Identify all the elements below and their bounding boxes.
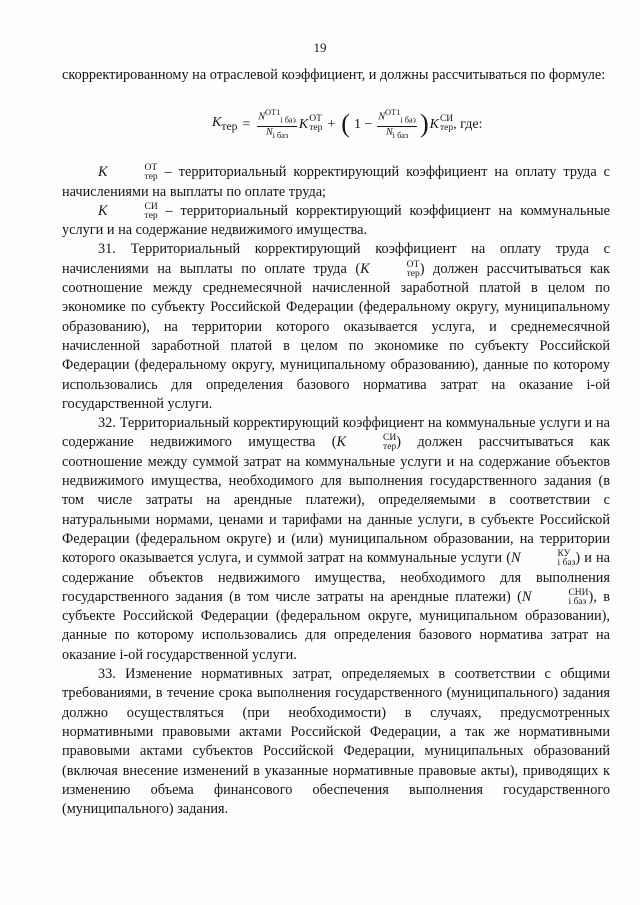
symbol-n-sni: N СНИ i баз: [521, 587, 589, 607]
symbol-n-ku: N КУ i баз: [510, 548, 576, 568]
formula-tail: , где:: [453, 116, 483, 132]
paragraph-31: 31. Территориальный корректирующий коэффициент на оплату труда с начислениями на выплаты по оплате труда (K ОТ тер ) должен рассчитываться как соотношение между среднемесячной начисленной заработной платой в целом по экономике по субъекту Российской Федерации (федеральному округу, муниципальному образованию), на территории которого оказывается услуга, и среднемесячной начисленной заработной платой в целом по экономике по субъекту Российской Федерации (федеральному округу, муниципальному образованию), данные по которому использовались для определения базового норматива затрат на оказание i-ой государственной услуги.: [62, 241, 610, 412]
formula-open-paren: (: [341, 109, 350, 139]
formula-equals: =: [242, 116, 251, 132]
definition-k-si: K СИ тер – территориальный корректирующий коэффициент на коммунальные услуги и на содержание недвижимого имущества.: [62, 201, 610, 239]
formula-close-paren: ): [419, 109, 429, 139]
formula-lhs: $K_{тер}$: [212, 114, 238, 133]
formula-fraction-1: $\frac{N^{ОТ1}_{i баз}}{N_{i баз}}$: [258, 107, 296, 140]
document-body: [62, 66, 610, 819]
definition-k-ot: K ОТ тер – территориальный корректирующий коэффициент на оплату труда с начислениями на выплаты по оплате труда;: [62, 163, 610, 200]
symbol-k-ot: K ОТ тер: [98, 163, 158, 183]
symbol-k-si: K СИ тер: [98, 201, 158, 221]
formula-one-minus: 1 −: [353, 116, 373, 132]
paragraph-32: 32. Территориальный корректирующий коэффициент на коммунальные услуги и на содержание недвижимого имущества (K СИ тер ) должен рассчитываться как соотношение между суммой затрат на коммунальные услуги и на содержание объектов недвижимого имущества, необходимого для выполнения государственного задания (в том числе затраты на арендные платежи), определяемыми в соответствии с натуральными нормами, ценами и тарифами на данные услуги, в субъекте Российской Федерации (федеральном округе) и (или) муниципальном образовании, на территории которого оказывается услуга, и суммой затрат на коммунальные услуги (N КУ i баз ) и на содержание объектов недвижимого имущества, необходимого для выполнения государственного задания (в том числе затраты на арендные платежи) (N СНИ i баз ), в субъекте Российской Федерации (федеральном округе, муниципальном образовании), данные по которому использовались для определения базового норматива затрат на оказание i-ой государственной услуги.: [62, 415, 610, 663]
formula-k-ot: K ОТ тер: [298, 114, 323, 134]
formula: [62, 98, 610, 150]
intro-paragraph: скорректированному на отраслевой коэффициент, и должны рассчитываться по формуле:: [62, 67, 606, 83]
formula-plus: +: [327, 116, 336, 132]
page-number: 19: [313, 40, 327, 55]
formula-k-si: K СИ тер: [429, 114, 454, 134]
formula-fraction-2: $\frac{N^{ОТ1}_{i баз}}{N_{i баз}}$: [378, 107, 416, 140]
symbol-k-ot-inline: K ОТ тер: [360, 259, 420, 279]
paragraph-33: 33. Изменение нормативных затрат, определяемых в соответствии с общими требованиями, в течение срока выполнения государственного (муниципального) задания должно осуществляться (при необходимости) в случаях, предусмотренных нормативными правовыми актами Российской Федерации, а так же нормативными правовыми актами субъектов Российской Федерации, муниципальных образований (включая внесение изменений в указанные нормативные правовые акты), приводящих к изменению объема финансового обеспечения выполнения государственного (муниципального) задания.: [62, 666, 610, 818]
symbol-k-si-inline: K СИ тер: [336, 433, 397, 453]
